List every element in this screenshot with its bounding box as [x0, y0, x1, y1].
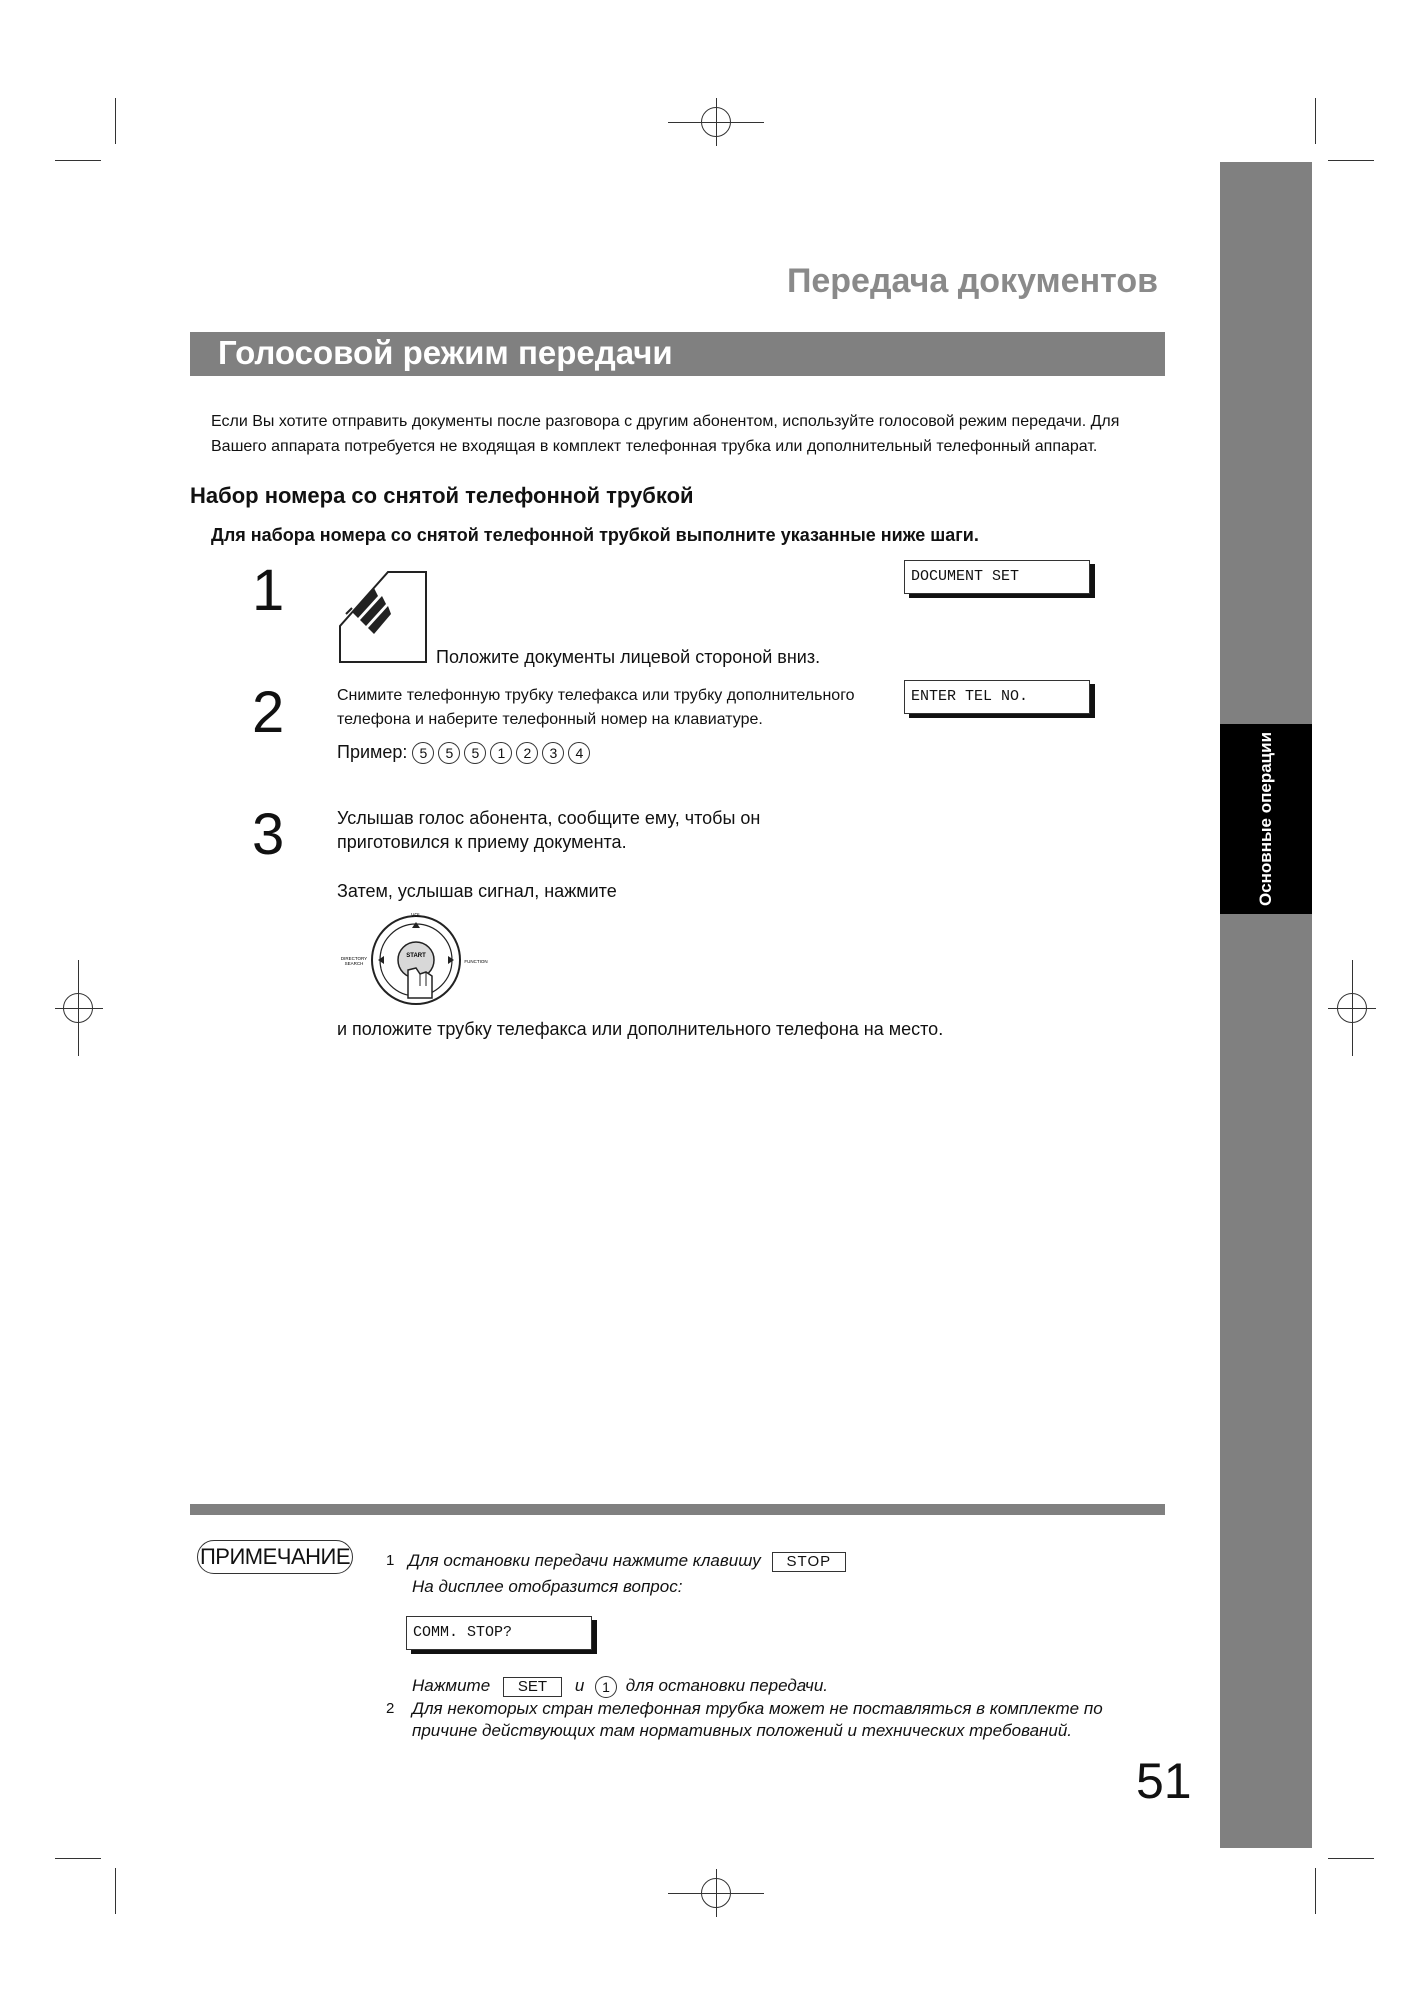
note-item-1	[408, 1550, 846, 1572]
note-item-2-line: Для некоторых стран телефонная трубка может не поставляться в комплекте по	[412, 1699, 1103, 1718]
crop-mark	[115, 98, 116, 144]
step-3-final-text: и положите трубку телефакса или дополнительного телефона на место.	[337, 1019, 944, 1039]
digit-key: 2	[516, 742, 538, 764]
note-item-1-text: Для остановки передачи нажмите клавишу	[408, 1551, 761, 1570]
digit-key: 4	[568, 742, 590, 764]
display-enter-tel-no: ENTER TEL NO.	[904, 680, 1090, 714]
search-label: SEARCH	[344, 961, 364, 966]
step-1-number: 1	[252, 558, 285, 623]
crop-mark	[55, 1858, 101, 1859]
step-3-text	[337, 806, 760, 854]
crop-mark	[1315, 1868, 1316, 1914]
example-row	[337, 740, 594, 764]
step-1-text: Положите документы лицевой стороной вниз.	[436, 647, 821, 667]
function-label: FUNCTION	[464, 959, 488, 964]
crop-mark	[115, 1868, 116, 1914]
display-document-set: DOCUMENT SET	[904, 560, 1090, 594]
crop-mark	[55, 160, 101, 161]
press-label: Нажмите	[412, 1676, 491, 1695]
start-key-label: START	[406, 953, 426, 959]
note-badge: ПРИМЕЧАНИЕ	[197, 1540, 353, 1574]
example-label: Пример:	[337, 742, 408, 762]
side-tab-bar	[1220, 162, 1312, 1848]
page-number: 51	[1136, 1753, 1192, 1809]
crop-mark	[1328, 160, 1374, 161]
and-label: и	[574, 1676, 585, 1695]
step-3-line: приготовился к приему документа.	[337, 832, 627, 852]
stop-key: STOP	[772, 1552, 847, 1572]
intro-line: Если Вы хотите отправить документы после разговора с другим абонентом, используйте голосовой режим передачи. Для	[211, 413, 1120, 430]
note-item-1-line2: На дисплее отобразится вопрос:	[412, 1577, 683, 1596]
page-title-banner	[190, 332, 1165, 376]
digit-key: 5	[412, 742, 434, 764]
step-2-line: Снимите телефонную трубку телефакса или трубку дополнительного	[337, 687, 855, 704]
note-item-2	[412, 1698, 1103, 1742]
digit-key: 1	[490, 742, 512, 764]
note-item-2-number: 2	[386, 1700, 395, 1717]
digit-key: 5	[464, 742, 486, 764]
document-feed-icon	[338, 568, 430, 664]
step-3-line: Услышав голос абонента, сообщите ему, чтобы он	[337, 808, 761, 828]
step-3-press-text: Затем, услышав сигнал, нажмите	[337, 881, 617, 901]
section-title: Передача документов	[786, 262, 1158, 300]
side-tab-label: Основные операции	[1256, 731, 1275, 907]
page-title: Голосовой режим передачи	[218, 334, 673, 371]
step-2-line: телефона и наберите телефонный номер на клавиатуре.	[337, 711, 763, 728]
set-key: SET	[503, 1677, 562, 1697]
vol-label: VOL	[410, 913, 422, 919]
step-2-number: 2	[252, 680, 285, 745]
note-divider	[190, 1504, 1165, 1515]
digit-key: 1	[595, 1676, 617, 1698]
subsection-heading: Набор номера со снятой телефонной трубкой	[190, 483, 694, 508]
crop-mark	[1315, 98, 1316, 144]
press-suffix: для остановки передачи.	[625, 1676, 829, 1695]
subsection-lead: Для набора номера со снятой телефонной трубкой выполните указанные ниже шаги.	[211, 525, 979, 545]
display-comm-stop: COMM. STOP?	[406, 1616, 592, 1650]
step-2-text	[337, 684, 855, 732]
start-keypad-illustration	[336, 908, 496, 1014]
intro-line: Вашего аппарата потребуется не входящая в комплект телефонная трубка или дополнительный телефонный аппарат.	[211, 438, 1098, 455]
note-item-1-number: 1	[386, 1552, 395, 1569]
note-item-2-line: причине действующих там нормативных положений и технических требований.	[412, 1721, 1073, 1740]
digit-key: 5	[438, 742, 460, 764]
directory-label: DIRECTORY	[340, 956, 368, 961]
digit-key: 3	[542, 742, 564, 764]
note-press-row	[412, 1675, 828, 1698]
step-3-number: 3	[252, 802, 285, 867]
crop-mark	[1328, 1858, 1374, 1859]
intro-paragraph	[211, 409, 1171, 459]
